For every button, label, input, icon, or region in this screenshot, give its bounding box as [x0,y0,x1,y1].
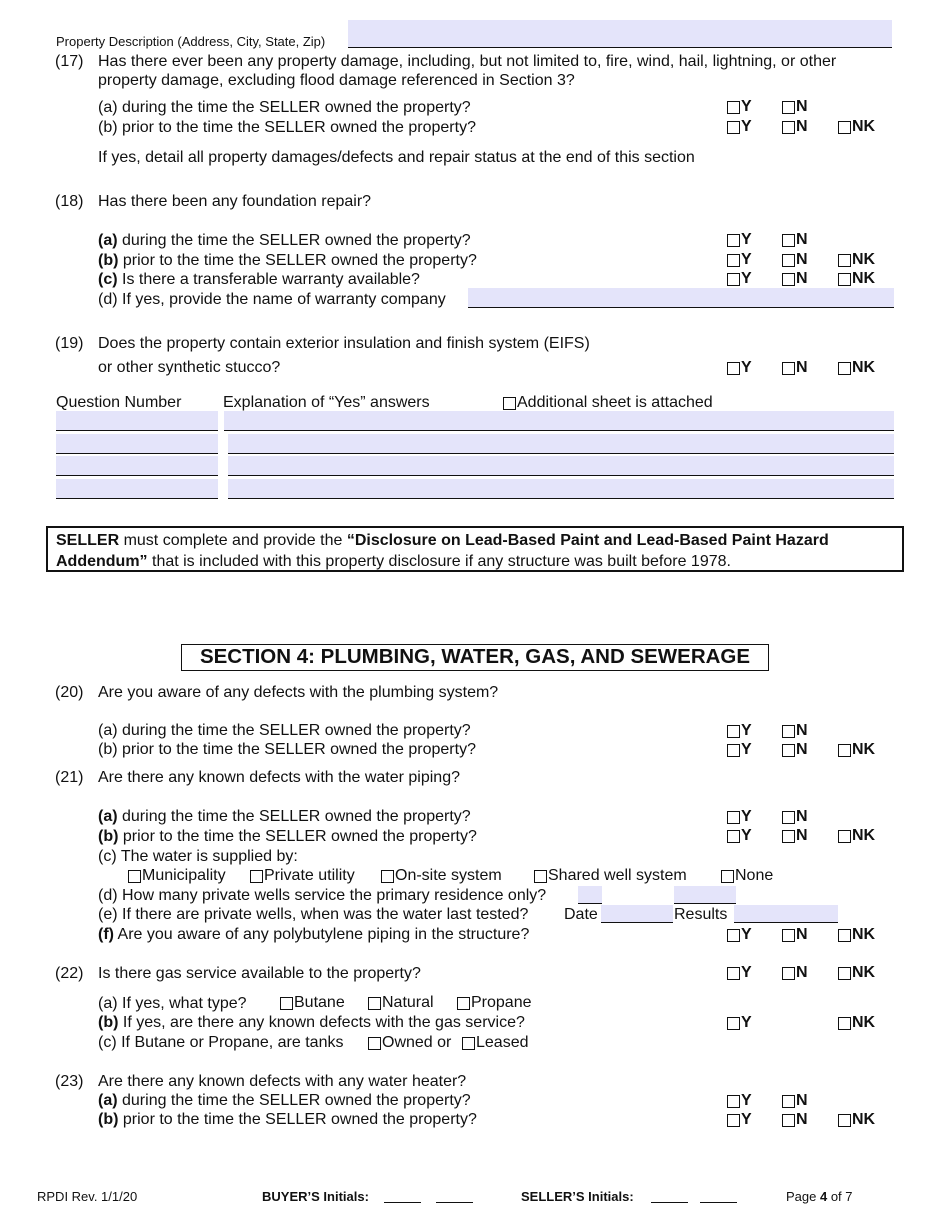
q18-b-nk-checkbox[interactable]: NK [838,250,875,270]
water-test-date-field[interactable] [601,905,673,923]
property-description-label: Property Description (Address, City, State, Zip) [56,34,326,49]
water-shared-well-checkbox[interactable]: Shared well system [534,866,687,886]
q23-b-text: (b) prior to the time the SELLER owned the property? [98,1111,477,1128]
q21-f-nk-checkbox[interactable]: NK [838,925,875,945]
tank-leased-checkbox[interactable]: Leased [462,1033,529,1053]
seller-initials-field-2[interactable] [700,1202,737,1203]
section-4-title: SECTION 4: PLUMBING, WATER, GAS, AND SEWERAGE [181,644,769,671]
buyer-initials-label: BUYER’S Initials: [262,1189,369,1204]
explanation-underline-1 [224,430,894,431]
q17-b-no-checkbox[interactable]: N [782,117,808,137]
warranty-company-field[interactable] [468,288,894,308]
question-number-underline-3 [56,475,218,476]
q22-c-text: (c) If Butane or Propane, are tanks [98,1034,344,1051]
q18-c-yes-checkbox[interactable]: Y [727,269,752,289]
question-number-underline-4 [56,498,218,499]
q23-a-no-checkbox[interactable]: N [782,1091,808,1111]
q21-d-text: (d) How many private wells service the primary residence only? [98,887,547,904]
q21-b-no-checkbox[interactable]: N [782,826,808,846]
explanation-underline-2 [228,453,894,454]
q18-b-no-checkbox[interactable]: N [782,250,808,270]
private-wells-extra-underline [674,903,736,904]
q18-d-text: (d) If yes, provide the name of warranty company [98,291,446,308]
q22-no-checkbox[interactable]: N [782,963,808,983]
q22-yes-checkbox[interactable]: Y [727,963,752,983]
q19-text: Does the property contain exterior insulation and finish system (EIFS) [98,335,590,352]
q21-f-text: (f) Are you aware of any polybutylene piping in the structure? [98,926,530,943]
property-description-field[interactable] [348,20,892,48]
explanation-underline-3 [228,475,894,476]
q18-a-no-checkbox[interactable]: N [782,230,808,250]
seller-initials-field-1[interactable] [651,1202,688,1203]
q20-b-nk-checkbox[interactable]: NK [838,740,875,760]
seller-initials-label: SELLER’S Initials: [521,1189,634,1204]
q21-number: (21) [55,769,84,786]
q19-number: (19) [55,335,84,352]
q23-b-no-checkbox[interactable]: N [782,1110,808,1130]
q18-c-nk-checkbox[interactable]: NK [838,269,875,289]
q19-no-checkbox[interactable]: N [782,358,808,378]
page-indicator: Page 4 of 7 [786,1189,853,1204]
q18-text: Has there been any foundation repair? [98,193,372,210]
q21-e-text: (e) If there are private wells, when was the water last tested? [98,906,529,923]
q20-b-yes-checkbox[interactable]: Y [727,740,752,760]
explanation-field-2[interactable] [228,434,894,454]
q21-c-text: (c) The water is supplied by: [98,848,298,865]
private-wells-count-underline [578,903,602,904]
explanation-field-1[interactable] [224,411,894,431]
property-description-underline [348,47,892,48]
q22-b-nk-checkbox[interactable]: NK [838,1013,875,1033]
q18-c-no-checkbox[interactable]: N [782,269,808,289]
q21-f-no-checkbox[interactable]: N [782,925,808,945]
question-number-underline-1 [56,430,218,431]
q20-a-yes-checkbox[interactable]: Y [727,721,752,741]
question-number-field-1[interactable] [56,411,218,431]
q17-text-cont: property damage, excluding flood damage referenced in Section 3? [98,72,575,89]
q17-a-no-checkbox[interactable]: N [782,97,808,117]
explanation-underline-4 [228,498,894,499]
water-test-results-field[interactable] [734,905,838,923]
q17-b-text: (b) prior to the time the SELLER owned the property? [98,119,476,136]
q20-b-text: (b) prior to the time the SELLER owned the property? [98,741,476,758]
q19-yes-checkbox[interactable]: Y [727,358,752,378]
water-test-date-underline [601,922,673,923]
lead-paint-notice: SELLER must complete and provide the “Disclosure on Lead-Based Paint and Lead-Based Paint Hazard Addendum” that is included with this property disclosure if any structure was built before 1978. [46,526,904,572]
tank-owned-checkbox[interactable]: Owned or [368,1033,451,1053]
gas-natural-checkbox[interactable]: Natural [368,993,434,1013]
question-number-header: Question Number [56,394,182,411]
buyer-initials-field-1[interactable] [384,1202,421,1203]
water-test-results-underline [734,922,838,923]
q18-a-yes-checkbox[interactable]: Y [727,230,752,250]
question-number-field-3[interactable] [56,456,218,476]
q17-number: (17) [55,53,84,70]
q21-b-text: (b) prior to the time the SELLER owned the property? [98,828,477,845]
q20-text: Are you aware of any defects with the plumbing system? [98,684,499,701]
private-wells-extra-field[interactable] [674,886,736,904]
q17-b-nk-checkbox[interactable]: NK [838,117,875,137]
q22-nk-checkbox[interactable]: NK [838,963,875,983]
q20-b-no-checkbox[interactable]: N [782,740,808,760]
q17-b-yes-checkbox[interactable]: Y [727,117,752,137]
q22-b-yes-checkbox[interactable]: Y [727,1013,752,1033]
q21-f-yes-checkbox[interactable]: Y [727,925,752,945]
additional-sheet-checkbox[interactable]: Additional sheet is attached [503,393,713,413]
footer-revision: RPDI Rev. 1/1/20 [37,1189,138,1204]
explanation-field-4[interactable] [228,479,894,499]
q18-c-text: (c) Is there a transferable warranty available? [98,271,420,288]
q21-e-date-label: Date [564,906,598,923]
q17-a-text: (a) during the time the SELLER owned the property? [98,99,471,116]
question-number-underline-2 [56,453,218,454]
q21-e-results-label: Results [674,906,728,923]
explanation-header: Explanation of “Yes” answers [223,394,430,411]
water-onsite-system-checkbox[interactable]: On-site system [381,866,502,886]
q17-a-yes-checkbox[interactable]: Y [727,97,752,117]
private-wells-count-field[interactable] [578,886,602,904]
q18-number: (18) [55,193,84,210]
explanation-field-3[interactable] [228,456,894,476]
q21-a-text: (a) during the time the SELLER owned the property? [98,808,471,825]
q21-a-yes-checkbox[interactable]: Y [727,807,752,827]
water-private-utility-checkbox[interactable]: Private utility [250,866,355,886]
q21-a-no-checkbox[interactable]: N [782,807,808,827]
q17-note: If yes, detail all property damages/defects and repair status at the end of this section [98,149,695,166]
buyer-initials-field-2[interactable] [436,1202,473,1203]
q23-b-yes-checkbox[interactable]: Y [727,1110,752,1130]
gas-propane-checkbox[interactable]: Propane [457,993,532,1013]
water-none-checkbox[interactable]: None [721,866,773,886]
q20-a-text: (a) during the time the SELLER owned the property? [98,722,471,739]
gas-butane-checkbox[interactable]: Butane [280,993,345,1013]
q23-a-text: (a) during the time the SELLER owned the property? [98,1092,471,1109]
q23-number: (23) [55,1073,84,1090]
q22-number: (22) [55,965,84,982]
q21-b-yes-checkbox[interactable]: Y [727,826,752,846]
question-number-field-2[interactable] [56,434,218,454]
q18-a-text: (a) during the time the SELLER owned the property? [98,232,471,249]
question-number-field-4[interactable] [56,479,218,499]
water-municipality-checkbox[interactable]: Municipality [128,866,226,886]
q17-text: Has there ever been any property damage, including, but not limited to, fire, wind, hail, lightning, or other [98,53,837,70]
q19-nk-checkbox[interactable]: NK [838,358,875,378]
q19-text-cont: or other synthetic stucco? [98,359,281,376]
q22-b-text: (b) If yes, are there any known defects with the gas service? [98,1014,525,1031]
q18-b-text: (b) prior to the time the SELLER owned the property? [98,252,477,269]
q21-b-nk-checkbox[interactable]: NK [838,826,875,846]
q23-text: Are there any known defects with any water heater? [98,1073,467,1090]
q20-number: (20) [55,684,84,701]
q20-a-no-checkbox[interactable]: N [782,721,808,741]
q23-b-nk-checkbox[interactable]: NK [838,1110,875,1130]
q21-text: Are there any known defects with the water piping? [98,769,460,786]
q22-a-text: (a) If yes, what type? [98,995,247,1012]
q22-text: Is there gas service available to the property? [98,965,421,982]
q23-a-yes-checkbox[interactable]: Y [727,1091,752,1111]
warranty-company-underline [468,307,894,308]
q18-b-yes-checkbox[interactable]: Y [727,250,752,270]
